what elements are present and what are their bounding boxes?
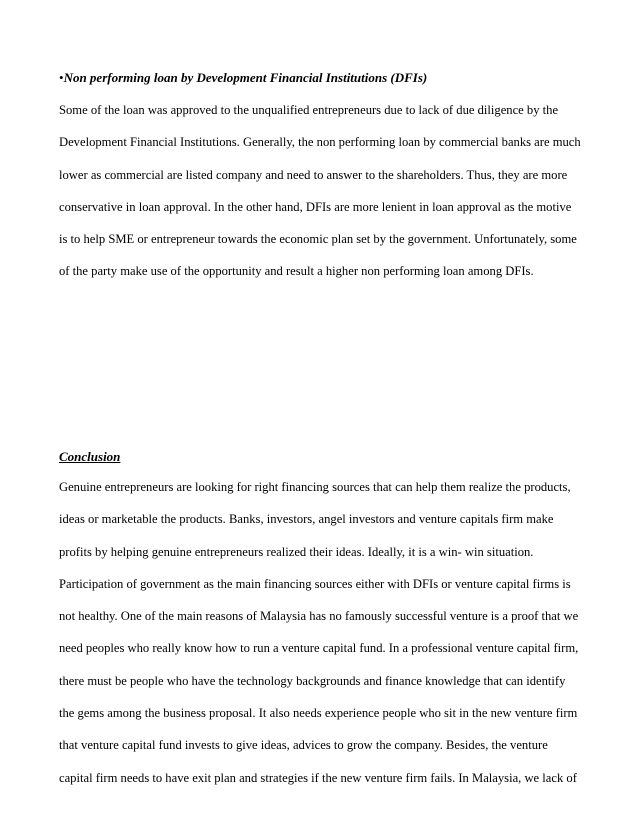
text-line: lower as commercial are listed company and need to answer to the shareholders. Thus, they are more bbox=[59, 167, 568, 182]
text-line: capital firm needs to have exit plan and strategies if the new venture firm fails. In Malaysia, we lack of bbox=[59, 770, 577, 785]
text-line: need peoples who really know how to run a venture capital fund. In a professional venture capital firm, bbox=[59, 641, 579, 656]
text-line: Participation of government as the main financing sources either with DFIs or venture capital firms is bbox=[59, 576, 571, 591]
text-line: Genuine entrepreneurs are looking for right financing sources that can help them realize the products, bbox=[59, 480, 571, 494]
text-line: the gems among the business proposal. It also needs experience people who sit in the new venture firm bbox=[59, 706, 578, 721]
paragraph-npl bbox=[59, 102, 579, 296]
paragraph-conclusion bbox=[59, 479, 579, 802]
section-heading-npl bbox=[59, 70, 427, 86]
text-line: Some of the loan was approved to the unqualified entrepreneurs due to lack of due diligence by the bbox=[59, 103, 559, 117]
text-line: not healthy. One of the main reasons of Malaysia has no famously successful venture is a proof that we bbox=[59, 609, 579, 624]
heading-text: Non performing loan by Development Financial Institutions (DFIs) bbox=[63, 70, 428, 85]
text-line: Development Financial Institutions. Generally, the non performing loan by commercial banks are much bbox=[59, 135, 581, 150]
text-line: is to help SME or entrepreneur towards the economic plan set by the government. Unfortunately, some bbox=[59, 232, 577, 247]
text-line: there must be people who have the technology backgrounds and finance knowledge that can identify bbox=[59, 673, 566, 688]
text-line: conservative in loan approval. In the other hand, DFIs are more lenient in loan approval as the motive bbox=[59, 199, 572, 214]
text-line: that venture capital fund invests to give ideas, advices to grow the company. Besides, the venture bbox=[59, 738, 548, 753]
text-line: of the party make use of the opportunity and result a higher non performing loan among DFIs. bbox=[59, 264, 534, 279]
bullet-icon: • bbox=[59, 70, 64, 85]
text-line: profits by helping genuine entrepreneurs realized their ideas. Ideally, it is a win- win situation. bbox=[59, 544, 534, 559]
conclusion-heading: Conclusion bbox=[59, 449, 121, 464]
text-line: ideas or marketable the products. Banks, investors, angel investors and venture capitals firm make bbox=[59, 512, 554, 527]
